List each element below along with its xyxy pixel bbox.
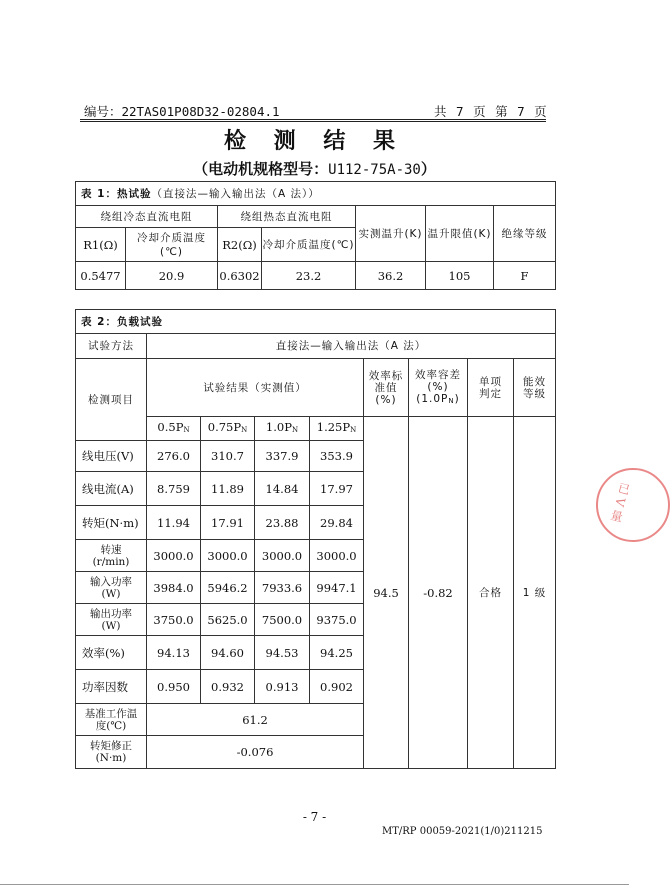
row-label: 效率(%) — [76, 636, 147, 670]
eff-std-value: 94.5 — [364, 417, 409, 769]
table-cell: 3000.0 — [310, 540, 364, 572]
table-cell: 8.759 — [147, 472, 201, 506]
eff-tol-value: -0.82 — [409, 417, 468, 769]
thermal-test-table — [75, 181, 556, 290]
page-count: 共 7 页 第 7 页 — [434, 104, 548, 119]
cold-resistance-header: 绕组冷态直流电阻 — [76, 206, 218, 228]
table-cell: 337.9 — [255, 441, 310, 472]
page-number: - 7 - — [302, 810, 327, 824]
table-cell: 94.60 — [201, 636, 255, 670]
table-cell: 3000.0 — [201, 540, 255, 572]
verdict-value: 合格 — [468, 417, 514, 769]
table-cell: 5946.2 — [201, 572, 255, 604]
table-cell: 0.932 — [201, 670, 255, 704]
hot-resistance-header: 绕组热态直流电阻 — [218, 206, 356, 228]
r2-temp-value: 23.2 — [262, 262, 356, 290]
header-rule-thin — [80, 121, 546, 122]
motor-model: U112-75A-30 — [328, 162, 421, 178]
eff-std-label: 效率标准值(%) — [364, 359, 409, 417]
insulation-class-header: 绝缘等级 — [494, 206, 556, 262]
torque-corr-value: -0.076 — [147, 736, 364, 769]
r1-temp-header: 冷却介质温度(℃) — [126, 228, 218, 262]
r2-header: R2(Ω) — [218, 228, 262, 262]
row-label: 功率因数 — [76, 670, 147, 704]
verdict-label: 单项判定 — [468, 359, 514, 417]
row-label: 线电压(V) — [76, 441, 147, 472]
r1-value: 0.5477 — [76, 262, 126, 290]
table-cell: 94.25 — [310, 636, 364, 670]
table-cell: 11.94 — [147, 506, 201, 540]
table2-caption: 表 2：负载试验 — [76, 310, 556, 334]
load-point-header: $1.25P_N$ — [310, 417, 364, 441]
table-cell: 11.89 — [201, 472, 255, 506]
eff-tol-label: 效率容差(%) $(1.0P_N)$ — [409, 359, 468, 417]
grade-value: 1 级 — [514, 417, 556, 769]
table-cell: 0.913 — [255, 670, 310, 704]
table-cell: 17.91 — [201, 506, 255, 540]
ref-temp-label: 基准工作温度(℃) — [76, 704, 147, 736]
load-point-header: $0.5P_N$ — [147, 417, 201, 441]
row-label: 转矩(N·m) — [76, 506, 147, 540]
results-label: 试验结果（实测值） — [147, 359, 364, 417]
temp-rise-header: 实测温升(K) — [356, 206, 426, 262]
table-cell: 3984.0 — [147, 572, 201, 604]
grade-label: 能效等级 — [514, 359, 556, 417]
r2-temp-header: 冷却介质温度(℃) — [262, 228, 356, 262]
subtitle-suffix: ） — [420, 160, 436, 178]
row-label: 输出功率(W) — [76, 604, 147, 636]
r2-value: 0.6302 — [218, 262, 262, 290]
load-point-header: $0.75P_N$ — [201, 417, 255, 441]
table-cell: 23.88 — [255, 506, 310, 540]
table-cell: 7500.0 — [255, 604, 310, 636]
item-label: 检测项目 — [76, 359, 147, 441]
table-cell: 0.950 — [147, 670, 201, 704]
form-code: MT/RP 00059-2021(1/0)211215 — [382, 826, 543, 837]
load-point-header: $1.0P_N$ — [255, 417, 310, 441]
temp-rise-value: 36.2 — [356, 262, 426, 290]
table-cell: 29.84 — [310, 506, 364, 540]
row-label: 转速(r/min) — [76, 540, 147, 572]
table-cell: 94.53 — [255, 636, 310, 670]
document-number: 编号：22TAS01P08D32-02804.1 — [84, 104, 280, 119]
torque-corr-label: 转矩修正(N·m) — [76, 736, 147, 769]
table-cell: 276.0 — [147, 441, 201, 472]
table-cell: 3750.0 — [147, 604, 201, 636]
seal-stamp: 已 V 量 — [596, 468, 670, 542]
table1-caption: 表 1：热试验（直接法—输入输出法（A 法）） — [76, 182, 556, 206]
temp-limit-value: 105 — [426, 262, 494, 290]
table-cell: 3000.0 — [147, 540, 201, 572]
r1-header: R1(Ω) — [76, 228, 126, 262]
table-cell: 9947.1 — [310, 572, 364, 604]
temp-limit-header: 温升限值(K) — [426, 206, 494, 262]
ref-temp-value: 61.2 — [147, 704, 364, 736]
table-cell: 9375.0 — [310, 604, 364, 636]
subtitle-prefix: （电动机规格型号： — [193, 160, 329, 178]
insulation-class-value: F — [494, 262, 556, 290]
table-cell: 353.9 — [310, 441, 364, 472]
header-rule — [80, 119, 546, 120]
table-cell: 7933.6 — [255, 572, 310, 604]
table-cell: 14.84 — [255, 472, 310, 506]
method-label: 试验方法 — [76, 334, 147, 359]
row-label: 线电流(A) — [76, 472, 147, 506]
table-cell: 0.902 — [310, 670, 364, 704]
table-cell: 94.13 — [147, 636, 201, 670]
table-cell: 3000.0 — [255, 540, 310, 572]
load-test-table — [75, 309, 556, 769]
table-cell: 310.7 — [201, 441, 255, 472]
r1-temp-value: 20.9 — [126, 262, 218, 290]
method-value: 直接法—输入输出法（A 法） — [147, 334, 556, 359]
table-cell: 5625.0 — [201, 604, 255, 636]
row-label: 输入功率(W) — [76, 572, 147, 604]
page-title: 检 测 结 果 — [224, 128, 405, 154]
page-bottom-rule — [0, 884, 629, 885]
table-cell: 17.97 — [310, 472, 364, 506]
motor-model-subtitle — [0, 158, 629, 179]
